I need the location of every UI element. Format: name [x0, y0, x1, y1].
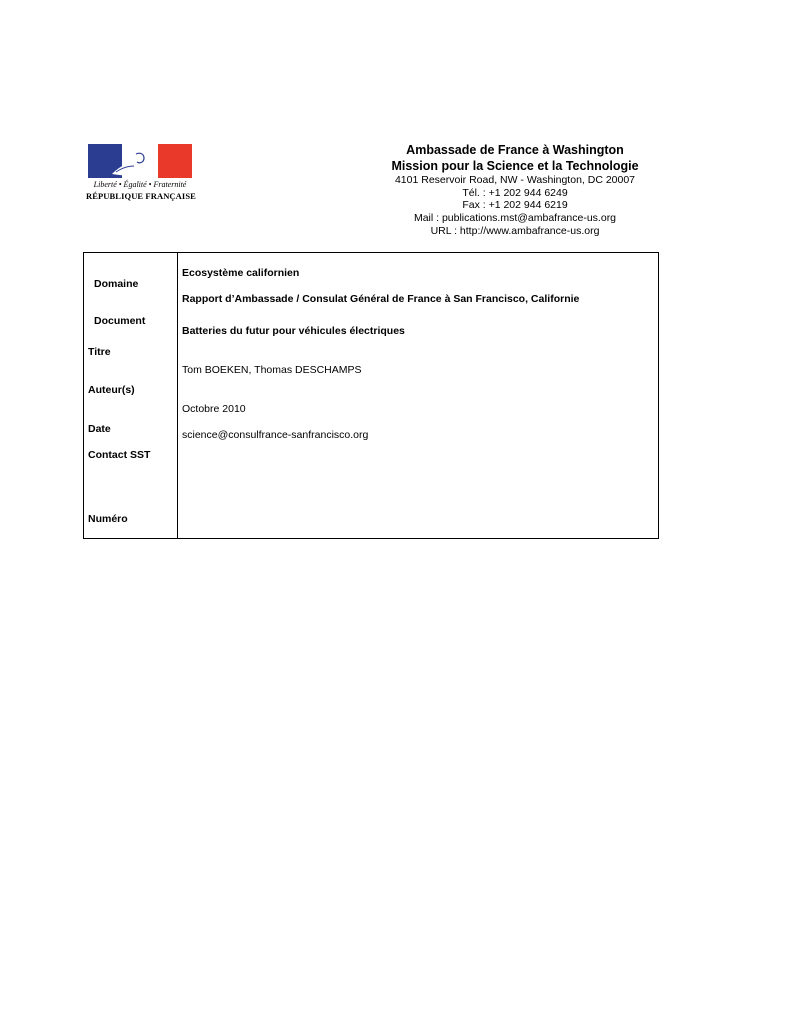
logo-motto: Liberté • Égalité • Fraternité: [93, 180, 187, 189]
logo-republic: RÉPUBLIQUE FRANÇAISE: [86, 191, 196, 201]
marianne-profile-icon: [110, 144, 170, 178]
header-fax: Fax : +1 202 944 6219: [462, 199, 568, 212]
value-contact[interactable]: science@consulfrance-sanfrancisco.org: [182, 429, 369, 441]
header-subtitle: Mission pour la Science et la Technologie: [391, 159, 639, 173]
label-date: Date: [88, 423, 111, 435]
embassy-header: [360, 142, 670, 238]
header-title: Ambassade de France à Washington: [406, 143, 624, 157]
value-titre: Batteries du futur pour véhicules électriques: [182, 325, 405, 337]
column-divider: [177, 253, 178, 538]
value-date: Octobre 2010: [182, 403, 246, 415]
label-domaine: Domaine: [94, 278, 139, 290]
header-tel: Tél. : +1 202 944 6249: [462, 186, 568, 199]
header-url: URL : http://www.ambafrance-us.org: [430, 224, 600, 237]
value-document: Rapport d’Ambassade / Consulat Général de France à San Francisco, Californie: [182, 293, 580, 305]
value-auteurs: Tom BOEKEN, Thomas DESCHAMPS: [182, 364, 362, 376]
label-numero: Numéro: [88, 513, 128, 525]
republique-francaise-logo: [86, 142, 194, 204]
marianne-flag-icon: [88, 144, 192, 178]
document-info-table: [83, 252, 659, 539]
label-document: Document: [94, 315, 146, 327]
label-auteurs: Auteur(s): [88, 384, 135, 396]
value-domaine: Ecosystème californien: [182, 267, 300, 279]
label-contact: Contact SST: [88, 449, 151, 461]
header-mail: Mail : publications.mst@ambafrance-us.org: [413, 212, 617, 225]
header-address: 4101 Reservoir Road, NW - Washington, DC 20007: [394, 174, 636, 186]
label-titre: Titre: [88, 346, 111, 358]
